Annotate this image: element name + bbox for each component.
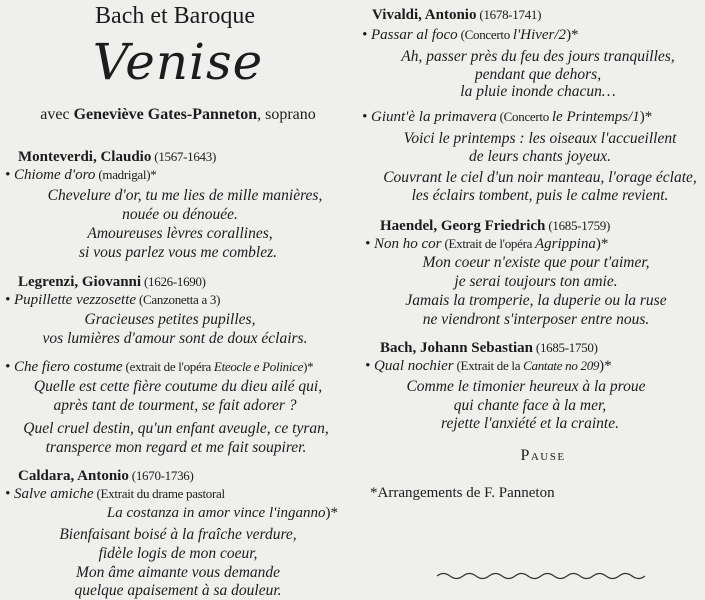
lyric-line: Quelle est cette fière coutume du dieu ailé qui, <box>33 378 323 395</box>
work-note-end: )* <box>599 358 612 374</box>
opera-title: Agrippina <box>535 236 596 252</box>
lyric-line: vos lumières d'amour sont de doux éclairs. <box>42 330 308 347</box>
lyric-line: je serai toujours ton amie. <box>454 273 618 290</box>
lyric-line: Jamais la tromperie, la duperie ou la ruse <box>405 292 667 309</box>
work-item <box>5 166 156 184</box>
work-item <box>5 358 313 376</box>
lyric-line: Quel cruel destin, qu'un enfant aveugle, ce tyran, <box>23 420 329 437</box>
work-item <box>365 235 608 253</box>
work-note-end: )* <box>566 27 579 43</box>
work-title: • Pupillette vezzosette <box>5 292 137 308</box>
lyric-line: Mon coeur n'existe que pour t'aimer, <box>422 254 650 271</box>
lyric-line: Couvrant le ciel d'un noir manteau, l'orage éclate, <box>383 169 697 186</box>
work-note-end: )* <box>595 236 609 252</box>
composer-heading <box>380 217 610 235</box>
composer-name: Caldara, Antonio <box>18 468 129 484</box>
lyric-line: Bienfaisant boisé à la fraîche verdure, <box>59 526 297 543</box>
composer-heading <box>380 339 598 357</box>
concerto-title: l'Hiver/2 <box>512 27 567 43</box>
pause-heading: Pause <box>520 447 566 464</box>
composer-dates: (1567-1643) <box>151 149 216 164</box>
work-note: (Canzonetta a 3) <box>136 292 221 307</box>
work-note: (Extrait de l'opéra <box>441 236 536 251</box>
composer-heading <box>372 6 541 24</box>
work-item <box>362 26 579 44</box>
work-note-end: )* <box>303 359 314 374</box>
work-title: • Passar al foco <box>362 27 458 43</box>
lyric-line: quelque apaisement à sa douleur. <box>74 582 282 599</box>
avec-text: avec <box>40 106 74 123</box>
lyric-line: Gracieuses petites pupilles, <box>84 311 256 328</box>
soloist-role: , soprano <box>257 106 316 123</box>
lyric-line: ne viendront s'interposer entre nous. <box>422 311 650 328</box>
work-title: • Salve amiche <box>5 486 94 502</box>
composer-dates: (1685-1750) <box>532 340 598 355</box>
lyric-line: pendant que dehors, <box>474 66 602 83</box>
lyric-line: nouée ou dénouée. <box>122 206 238 223</box>
work-note: (Concerto <box>496 109 552 124</box>
lyric-line: Amoureuses lèvres corallines, <box>87 225 273 242</box>
program-title: Bach et Baroque <box>95 3 255 29</box>
work-item <box>5 485 225 503</box>
work-title: • Che fiero costume <box>5 359 123 375</box>
lyric-line: Comme le timonier heureux à la proue <box>406 378 646 395</box>
work-note: (madrigal)* <box>95 167 157 182</box>
work-title: • Qual nochier <box>365 358 454 374</box>
lyric-line: la pluie inonde chacun… <box>460 83 616 100</box>
lyric-line: Chevelure d'or, tu me lies de mille manières, <box>47 187 323 204</box>
composer-dates: (1670-1736) <box>128 468 194 483</box>
composer-name: Haendel, Georg Friedrich <box>380 218 546 234</box>
wavy-divider <box>435 570 647 582</box>
work-note: (Concerto <box>457 27 513 42</box>
lyric-line: transperce mon regard et me fait soupirer. <box>45 439 307 456</box>
work-note-end: )* <box>325 505 338 521</box>
lyric-line: Mon âme aimante vous demande <box>75 564 281 581</box>
soloist-line <box>40 106 316 124</box>
lyric-line: Voici le printemps : les oiseaux l'accueillent <box>403 130 677 147</box>
work-note: (Extrait du drame pastoral <box>93 486 225 501</box>
composer-dates: (1678-1741) <box>476 7 542 22</box>
work-item-continued <box>107 504 338 522</box>
work-item <box>362 108 652 126</box>
lyric-line: après tant de tourment, se fait adorer ? <box>53 397 297 414</box>
work-note: (extrait de l'opéra <box>122 359 214 374</box>
composer-heading <box>18 273 206 291</box>
composer-name: Legrenzi, Giovanni <box>18 274 142 290</box>
pastoral-title: La costanza in amor vince l'inganno <box>106 505 326 521</box>
composer-name: Monteverdi, Claudio <box>18 149 152 165</box>
composer-heading <box>18 467 194 485</box>
lyric-line: les éclairs tombent, puis le calme revient. <box>411 187 669 204</box>
cantata-title: Cantate no 209 <box>523 358 600 373</box>
lyric-line: de leurs chants joyeux. <box>468 148 612 165</box>
composer-heading <box>18 148 216 166</box>
composer-name: Vivaldi, Antonio <box>372 7 477 23</box>
work-title: • Chiome d'oro <box>5 167 96 183</box>
lyric-line: si vous parlez vous me comblez. <box>78 244 278 261</box>
opera-title: Eteocle e Polinice <box>213 359 304 374</box>
soloist-name: Geneviève Gates-Panneton <box>73 106 258 123</box>
lyric-line: rejette l'anxiété et la crainte. <box>441 415 619 432</box>
program-subtitle-venise: Venise <box>92 33 264 91</box>
concerto-title: le Printemps/1 <box>551 109 640 125</box>
composer-dates: (1685-1759) <box>545 218 611 233</box>
work-note: (Extrait de la <box>453 358 524 373</box>
footnote: *Arrangements de F. Panneton <box>370 485 555 501</box>
work-title: • Non ho cor <box>365 236 442 252</box>
work-item <box>5 291 220 309</box>
composer-name: Bach, Johann Sebastian <box>380 340 533 356</box>
lyric-line: qui chante face à la mer, <box>453 397 607 414</box>
lyric-line: fidèle logis de mon coeur, <box>98 545 258 562</box>
work-item <box>365 357 612 375</box>
work-title: • Giunt'è la primavera <box>362 109 497 125</box>
composer-dates: (1626-1690) <box>141 274 206 289</box>
lyric-line: Ah, passer près du feu des jours tranquilles, <box>401 48 675 65</box>
work-note-end: )* <box>639 109 653 125</box>
